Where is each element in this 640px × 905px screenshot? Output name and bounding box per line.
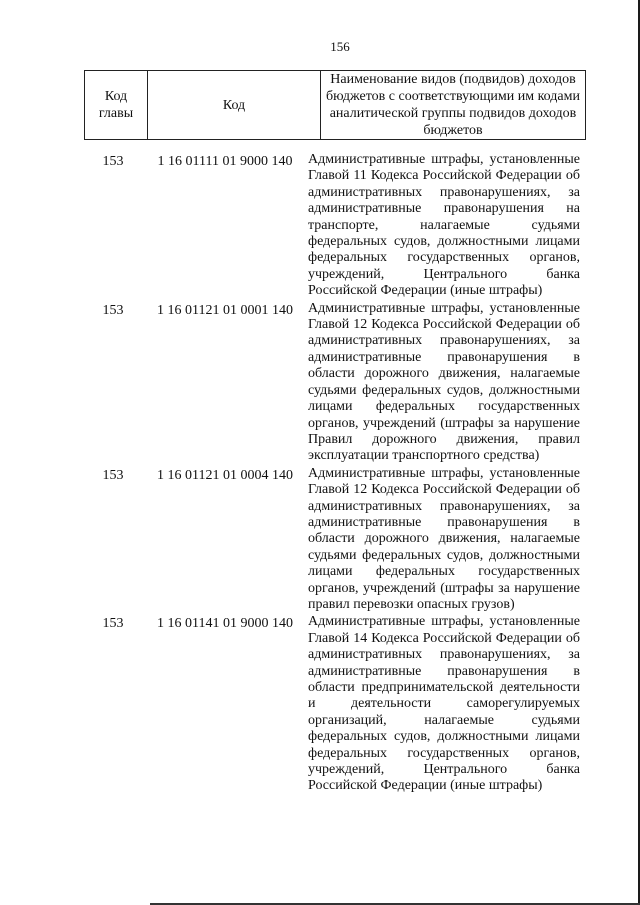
header-chapter-code: Код главы <box>85 71 148 140</box>
row-chapter: 153 <box>102 302 124 318</box>
row-chapter: 153 <box>102 616 124 632</box>
row-name: Административные штрафы, установленные Главой 14 Кодекса Российской Федерации об административных правонарушениях, за административные правонарушения в области предпринимательской деятельности и деятельности саморегулируемых организаций, налагаемые судьями федеральных судов, должностными лицами федеральных государственных органов, учреждений, Центрального банка Российской Федерации (иные штрафы) <box>308 614 580 794</box>
row-chapter: 153 <box>102 467 124 483</box>
header-row <box>85 71 586 140</box>
header-code: Код <box>148 71 321 140</box>
page-number: 156 <box>330 39 350 54</box>
table-row <box>84 614 586 794</box>
row-chapter: 153 <box>102 154 124 169</box>
table-header <box>84 70 586 140</box>
table-row <box>84 466 586 614</box>
table-row <box>84 152 586 300</box>
row-name: Административные штрафы, установленные Главой 12 Кодекса Российской Федерации об административных правонарушениях, за административные правонарушения в области дорожного движения, налагаемые судьями федеральных судов, должностными лицами федеральных государственных органов, учреждений (штрафы за нарушение Правил дорожного движения, правил эксплуатации транспортного средства) <box>308 300 580 464</box>
row-code: 1 16 01141 01 9000 140 <box>157 616 293 632</box>
row-name: Административные штрафы, установленные Главой 12 Кодекса Российской Федерации об административных правонарушениях, за административные правонарушения в области дорожного движения, налагаемые судьями федеральных судов, должностными лицами федеральных государственных органов, учреждений (штрафы за нарушение правил перевозки опасных грузов) <box>308 465 580 612</box>
header-name: Наименование видов (подвидов) доходов бюджетов с соответствующими им кодами аналитической группы подвидов доходов бюджетов <box>321 71 586 140</box>
row-code: 1 16 01121 01 0004 140 <box>157 467 293 483</box>
row-name: Административные штрафы, установленные Главой 11 Кодекса Российской Федерации об административных правонарушениях, за административные правонарушения на транспорте, налагаемые судьями федеральных судов, должностными лицами федеральных государственных органов, учреждений, Центрального банка Российской Федерации (иные штрафы) <box>308 152 580 299</box>
row-code: 1 16 01121 01 0001 140 <box>157 302 293 318</box>
row-code: 1 16 01111 01 9000 140 <box>157 154 293 169</box>
table-row <box>84 301 586 465</box>
table-body <box>84 152 586 795</box>
